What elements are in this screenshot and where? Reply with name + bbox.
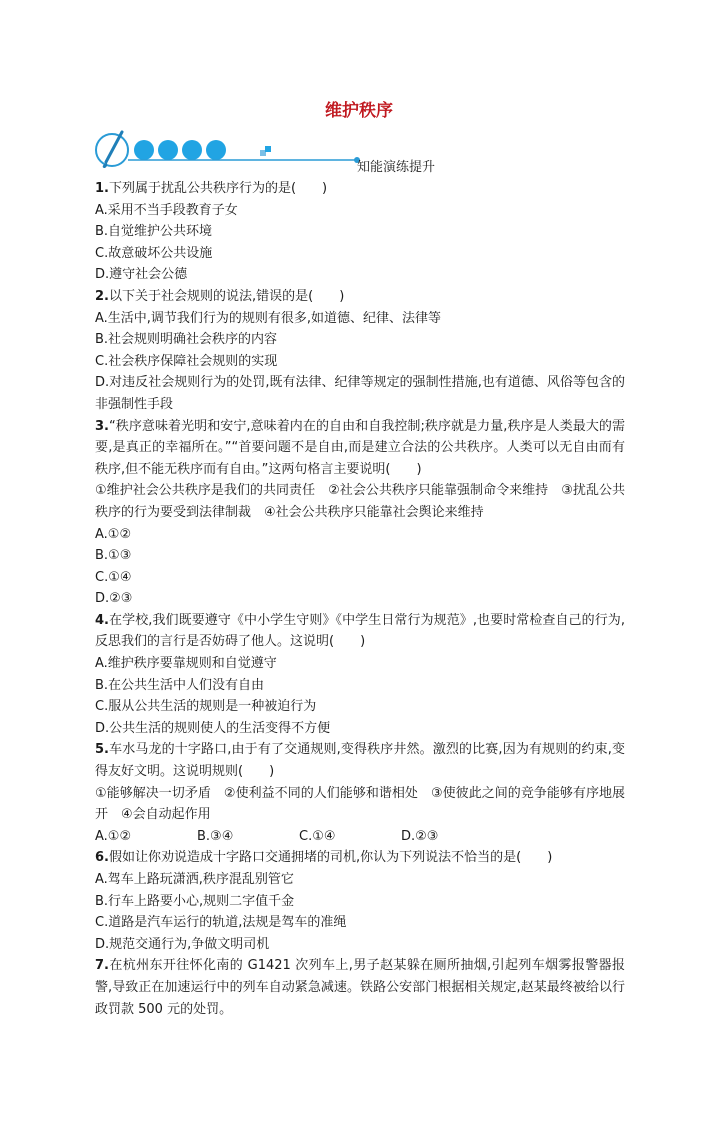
- question-3: [95, 416, 625, 481]
- question-stem: 以下关于社会规则的说法,错误的是( ): [108, 288, 345, 304]
- option: D.公共生活的规则使人的生活变得不方便: [95, 720, 331, 736]
- question-list: [95, 178, 625, 1020]
- option: D.②③: [401, 828, 439, 844]
- question-stem: 车水马龙的十字路口,由于有了交通规则,变得秩序井然。激烈的比赛,因为有规则的约束,变得友好文明。这说明规则( ): [95, 742, 625, 780]
- question-2: [95, 286, 625, 308]
- option: B.自觉维护公共环境: [95, 224, 213, 240]
- question-number: 7.: [95, 958, 109, 974]
- question-number: 6.: [95, 850, 109, 866]
- question-stem: 在学校,我们既要遵守《中小学生守则》《中学生日常行为规范》,也要时常检查自己的行为,反思我们的言行是否妨碍了他人。这说明( ): [95, 612, 625, 650]
- question-stem: 在杭州东开往怀化南的 G1421 次列车上,男子赵某躲在厕所抽烟,引起列车烟雾报警器报警,导致正在加速运行中的列车自动紧急减速。铁路公安部门根据相关规定,赵某最终被给以行政罚款 500 元的处罚。: [95, 958, 625, 1017]
- option: A.①②: [95, 828, 132, 844]
- option: C.故意破坏公共设施: [95, 245, 213, 261]
- option: A.①②: [95, 526, 132, 542]
- option: B.社会规则明确社会秩序的内容: [95, 332, 278, 348]
- question-stem: “秩序意味着光明和安宁,意味着内在的自由和自我控制;秩序就是力量,秩序是人类最大的需要,是真正的幸福所在。”“首要问题不是自由,而是建立合法的公共秩序。人类可以无自由而有秩序,但不能无秩序而有自由。”这两句格言主要说明( ): [95, 418, 625, 477]
- option: C.道路是汽车运行的轨道,法规是驾车的准绳: [95, 915, 347, 931]
- question-stem: 下列属于扰乱公共秩序行为的是( ): [108, 181, 328, 196]
- option: D.规范交通行为,争做文明司机: [95, 936, 270, 952]
- statements: ①能够解决一切矛盾 ②使利益不同的人们能够和谐相处 ③使彼此之间的竞争能够有序地展开 ④会自动起作用: [95, 785, 625, 823]
- page-title: 维护秩序: [325, 101, 393, 121]
- option: A.生活中,调节我们行为的规则有很多,如道德、纪律、法律等: [95, 310, 442, 326]
- option: D.②③: [95, 591, 133, 607]
- option: A.维护秩序要靠规则和自觉遵守: [95, 656, 277, 672]
- question-number: 3.: [95, 418, 109, 434]
- question-4: [95, 610, 625, 653]
- question-number: 1.: [95, 181, 109, 196]
- question-number: 4.: [95, 612, 109, 628]
- option: B.行车上路要小心,规则二字值千金: [95, 893, 295, 909]
- option: B.在公共生活中人们没有自由: [95, 677, 265, 693]
- option: C.①④: [299, 828, 336, 844]
- option: A.驾车上路玩潇洒,秩序混乱别管它: [95, 872, 294, 887]
- option: C.服从公共生活的规则是一种被迫行为: [95, 699, 317, 715]
- question-7: [95, 955, 625, 1020]
- question-number: 5.: [95, 742, 109, 758]
- question-6: [95, 847, 625, 869]
- option: A.采用不当手段教育子女: [95, 202, 238, 218]
- question-stem: 假如让你劝说造成十字路口交通拥堵的司机,你认为下列说法不恰当的是( ): [108, 850, 553, 866]
- question-number: 2.: [95, 288, 109, 304]
- option: C.社会秩序保障社会规则的实现: [95, 353, 278, 369]
- option: B.①③: [95, 548, 132, 564]
- option: B.③④: [197, 828, 234, 844]
- option: C.①④: [95, 569, 132, 585]
- question-5: [95, 739, 625, 782]
- statements: ①维护社会公共秩序是我们的共同责任 ②社会公共秩序只能靠强制命令来维持 ③扰乱公共秩序的行为要受到法律制裁 ④社会公共秩序只能靠社会舆论来维持: [95, 483, 625, 520]
- question-1: [95, 178, 625, 200]
- option: D.遵守社会公德: [95, 267, 188, 283]
- option-row: [95, 826, 625, 848]
- section-label: 知能演练提升: [357, 160, 436, 175]
- option: D.对违反社会规则行为的处罚,既有法律、纪律等规定的强制性措施,也有道德、风俗等包含的非强制性手段: [95, 375, 625, 412]
